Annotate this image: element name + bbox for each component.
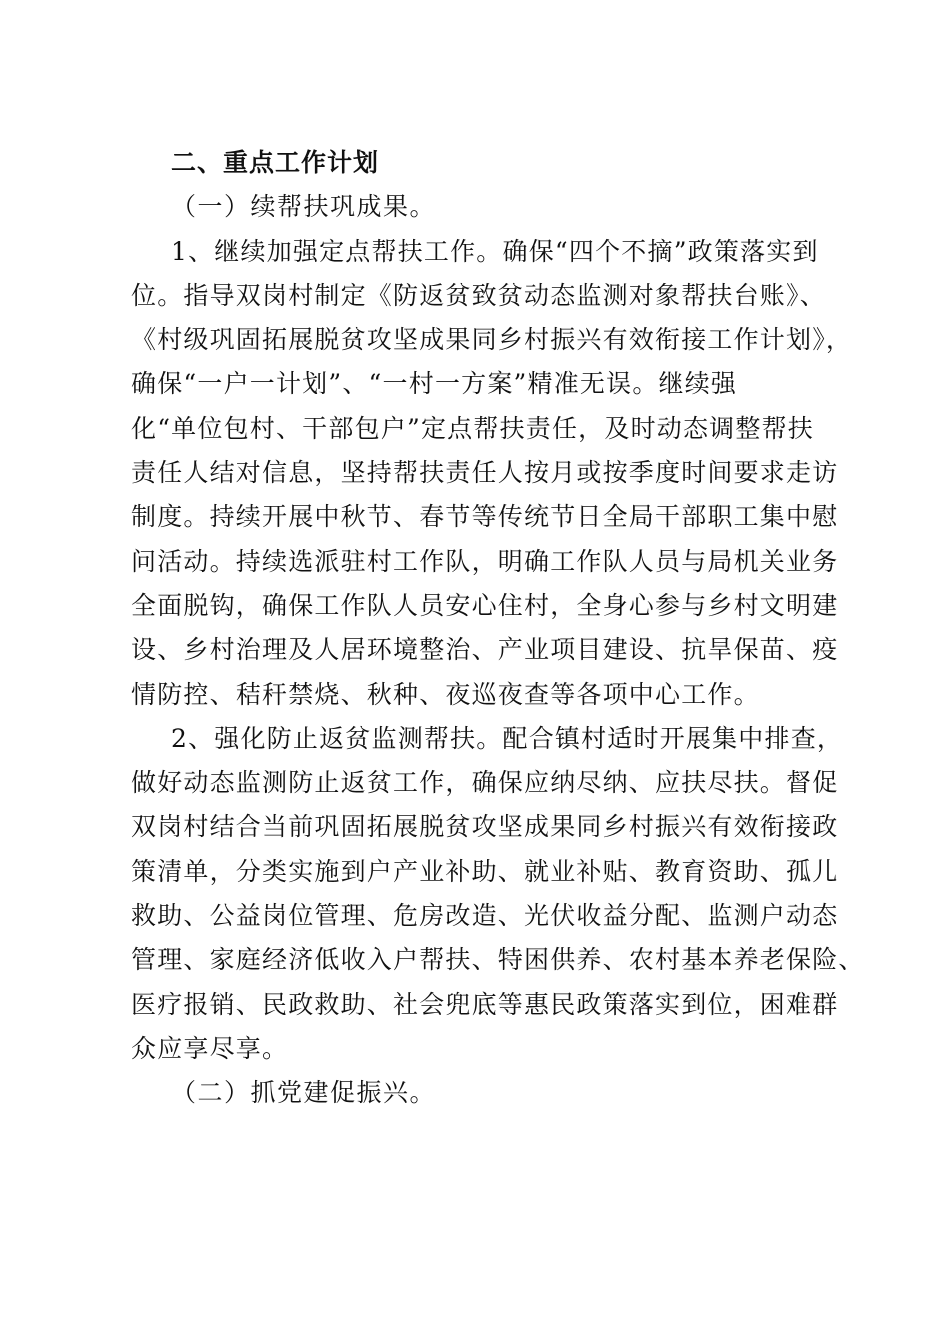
paragraph-line: 问活动。持续选派驻村工作队，明确工作队人员与局机关业务 [131, 546, 839, 576]
paragraph-1 [131, 230, 853, 717]
section-heading: 二、重点工作计划 [171, 148, 380, 177]
paragraph-line: 情防控、秸秆禁烧、秋种、夜巡夜查等各项中心工作。 [131, 679, 760, 709]
paragraph-line: 责任人结对信息，坚持帮扶责任人按月或按季度时间要求走访 [131, 458, 839, 488]
subsection-heading-2: （二）抓党建促振兴。 [171, 1078, 437, 1108]
paragraph-line: 策清单，分类实施到户产业补助、就业补贴、教育资助、孤儿 [131, 856, 839, 886]
paragraph-line: 《村级巩固拓展脱贫攻坚成果同乡村振兴有效衔接工作计划》， [131, 325, 853, 355]
document-body [131, 141, 865, 1116]
paragraph-line: 制度。持续开展中秋节、春节等传统节日全局干部职工集中慰 [131, 502, 839, 532]
paragraph-line: 位。指导双岗村制定《防返贫致贫动态监测对象帮扶台账》、 [131, 280, 826, 310]
paragraph-line: 管理、家庭经济低收入户帮扶、特困供养、农村基本养老保险、 [131, 945, 865, 975]
paragraph-line: 全面脱钩，确保工作队人员安心住村，全身心参与乡村文明建 [131, 590, 839, 620]
paragraph-line: 救助、公益岗位管理、危房改造、光伏收益分配、监测户动态 [131, 901, 839, 931]
paragraph-2 [131, 717, 865, 1071]
paragraph-line: 众应享尽享。 [131, 1033, 289, 1063]
paragraph-line: 2、强化防止返贫监测帮扶。配合镇村适时开展集中排查， [171, 723, 844, 753]
paragraph-line: 1、继续加强定点帮扶工作。确保“四个不摘”政策落实到 [171, 236, 819, 266]
subsection-heading-1: （一）续帮扶巩成果。 [171, 192, 437, 222]
paragraph-line: 双岗村结合当前巩固拓展脱贫攻坚成果同乡村振兴有效衔接政 [131, 812, 839, 842]
paragraph-line: 做好动态监测防止返贫工作，确保应纳尽纳、应扶尽扶。督促 [131, 768, 839, 798]
paragraph-line: 设、乡村治理及人居环境整治、产业项目建设、抗旱保苗、疫 [131, 635, 839, 665]
paragraph-line: 确保“一户一计划”、“一村一方案”精准无误。继续强 [131, 369, 738, 399]
paragraph-line: 医疗报销、民政救助、社会兜底等惠民政策落实到位，困难群 [131, 989, 839, 1019]
paragraph-line: 化“单位包村、干部包户”定点帮扶责任，及时动态调整帮扶 [131, 413, 814, 443]
